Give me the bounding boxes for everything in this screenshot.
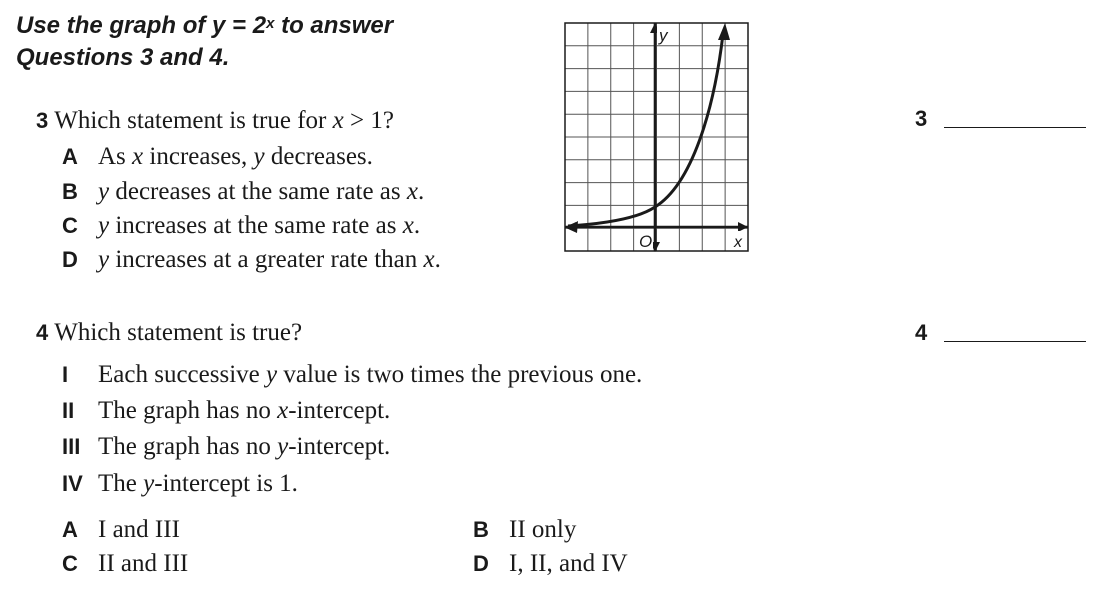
heading-line-1: Use the graph of $y = 2^x$ to answer [16,12,394,39]
question-3: 3 Which statement is true for x > 1? [36,107,394,134]
curve-left-arrow [566,221,578,233]
q4-statement-iv: IV The y-intercept is 1. [62,470,298,497]
origin-label: O [639,232,653,251]
curve-arrow [718,23,730,40]
q4-choice-a[interactable]: A I and III [62,516,180,543]
q3-option-a[interactable]: A As x increases, y decreases. [62,143,373,170]
instructions-heading [16,10,393,74]
exponential-graph [562,20,752,256]
x-axis-right-arrow [738,222,748,232]
x-axis-label: x [734,234,742,251]
q4-choice-d[interactable]: D I, II, and IV [473,550,628,577]
y-axis-label: y [659,26,668,45]
q4-choice-c[interactable]: C II and III [62,550,189,577]
q4-statement-ii: II The graph has no x-intercept. [62,397,391,424]
q4-statement-iii: III The graph has no y-intercept. [62,433,391,460]
q3-option-b[interactable]: B y decreases at the same rate as x. [62,178,425,205]
answer-4-number: 4 [915,320,928,345]
answer-4-blank[interactable] [944,341,1086,342]
q3-option-d[interactable]: D y increases at a greater rate than x. [62,246,441,273]
answer-3-number: 3 [915,106,928,131]
exponential-curve [568,34,723,226]
heading-line-2: Questions 3 and 4. [16,44,230,71]
answer-3-blank[interactable] [944,127,1086,128]
question-number: 3 [36,108,49,133]
question-number: 4 [36,320,49,345]
q3-option-c[interactable]: C y increases at the same rate as x. [62,212,421,239]
q4-statement-i: I Each successive y value is two times the previous one. [62,361,643,388]
exponent: x [266,15,275,32]
question-4: 4 Which statement is true? [36,319,303,346]
q4-choice-b[interactable]: B II only [473,516,577,543]
